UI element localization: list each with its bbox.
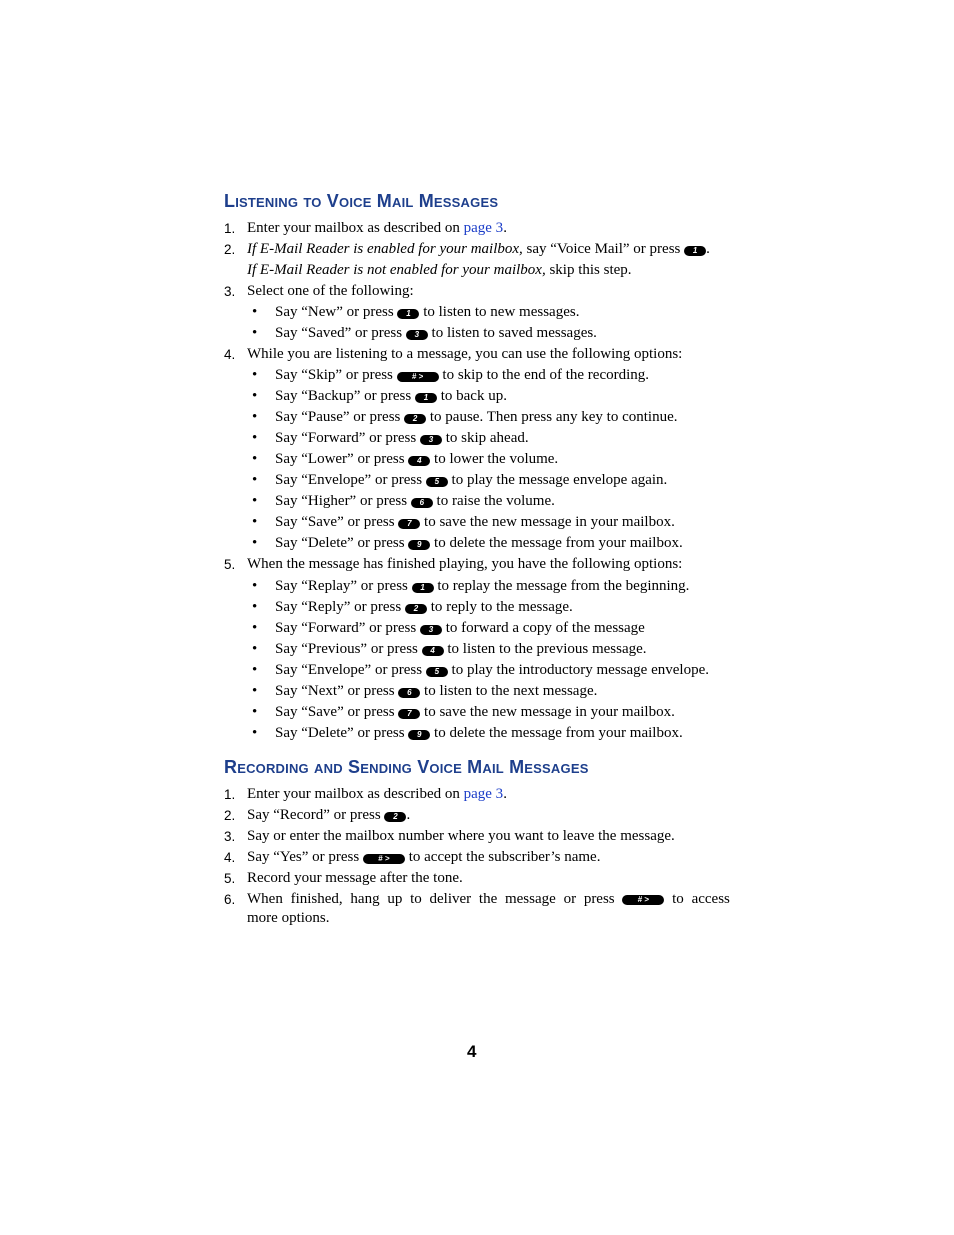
step-number: 5. bbox=[224, 871, 236, 886]
step-number: 1. bbox=[224, 787, 236, 802]
bullet-marker: • bbox=[252, 704, 258, 720]
bullet-item bbox=[275, 450, 558, 469]
bullet-text-pre: Say “Replay” or press bbox=[275, 578, 412, 594]
bullet-marker: • bbox=[252, 451, 258, 467]
step-text-post: . bbox=[503, 786, 507, 802]
bullet-text-post: to back up. bbox=[436, 388, 507, 404]
bullet-text-pre: Say “Skip” or press bbox=[275, 367, 397, 383]
step-text-post: . bbox=[503, 220, 507, 236]
step-number: 2. bbox=[224, 242, 236, 257]
bullet-text-post: to delete the message from your mailbox. bbox=[430, 535, 683, 551]
bullet-text-post: to pause. Then press any key to continue. bbox=[426, 409, 678, 425]
bullet-text-pre: Say “Forward” or press bbox=[275, 620, 420, 636]
justified-word: message bbox=[504, 891, 556, 907]
bullet-text-pre: Say “Save” or press bbox=[275, 704, 399, 720]
step-text-pre: Enter your mailbox as described on bbox=[247, 220, 464, 236]
bullet-item bbox=[275, 303, 579, 322]
step-number: 5. bbox=[224, 557, 236, 572]
bullet-item bbox=[275, 324, 597, 343]
justified-word: hang bbox=[350, 891, 380, 907]
bullet-text-pre: Say “Next” or press bbox=[275, 683, 399, 699]
bullet-item bbox=[275, 598, 573, 617]
keypad-key-icon: 7 bbox=[398, 519, 420, 529]
bullet-text-pre: Say “Envelope” or press bbox=[275, 662, 426, 678]
bullet-marker: • bbox=[252, 641, 258, 657]
bullet-text-post: to listen to new messages. bbox=[419, 304, 580, 320]
page-number: 4 bbox=[467, 1042, 477, 1061]
keypad-key-icon: 5 bbox=[426, 667, 448, 677]
bullet-text-post: to forward a copy of the message bbox=[441, 620, 645, 636]
bullet-marker: • bbox=[252, 514, 258, 530]
keypad-key-icon: 5 bbox=[426, 477, 448, 487]
bullet-marker: • bbox=[252, 493, 258, 509]
step-text-pre: Say “Record” or press bbox=[247, 807, 385, 823]
bullet-text-post: to reply to the message. bbox=[426, 599, 573, 615]
step-text-continuation bbox=[247, 261, 632, 280]
bullet-item bbox=[275, 724, 683, 743]
bullet-text-pre: Say “Lower” or press bbox=[275, 451, 409, 467]
bullet-item bbox=[275, 682, 597, 701]
justified-word: to bbox=[410, 891, 422, 907]
bullet-text-pre: Say “Reply” or press bbox=[275, 599, 405, 615]
bullet-text-pre: Say “Pause” or press bbox=[275, 409, 405, 425]
keypad-key-icon: 7 bbox=[398, 709, 420, 719]
justified-word: to bbox=[672, 891, 684, 907]
bullet-text-post: to skip ahead. bbox=[441, 430, 529, 446]
step-text-pre: Say “Yes” or press bbox=[247, 849, 363, 865]
bullet-marker: • bbox=[252, 535, 258, 551]
pound-key-icon: # > bbox=[363, 854, 405, 864]
pound-key-icon: # > bbox=[397, 372, 439, 382]
justified-word: up bbox=[387, 891, 403, 907]
bullet-item bbox=[275, 429, 529, 448]
bullet-marker: • bbox=[252, 409, 258, 425]
step-text-post: . bbox=[406, 807, 411, 823]
bullet-marker: • bbox=[252, 725, 258, 741]
bullet-item bbox=[275, 366, 649, 385]
bullet-text-post: to save the new message in your mailbox. bbox=[420, 704, 675, 720]
bullet-text-post: to skip to the end of the recording. bbox=[438, 367, 650, 383]
bullet-text-post: to listen to saved messages. bbox=[427, 325, 597, 341]
section-heading-recording: Recording and Sending Voice Mail Messages bbox=[224, 757, 589, 777]
page-3-link[interactable]: page 3 bbox=[463, 220, 504, 236]
keypad-key-icon: 1 bbox=[412, 583, 434, 593]
bullet-marker: • bbox=[252, 367, 258, 383]
bullet-text-pre: Say “Backup” or press bbox=[275, 388, 415, 404]
bullet-marker: • bbox=[252, 683, 258, 699]
step-number: 4. bbox=[224, 347, 236, 362]
bullet-text-pre: Say “Delete” or press bbox=[275, 535, 409, 551]
justified-word: the bbox=[478, 891, 498, 907]
justified-word: When bbox=[247, 891, 283, 907]
bullet-text-post: to listen to the next message. bbox=[420, 683, 598, 699]
bullet-marker: • bbox=[252, 578, 258, 594]
bullet-text-post: to lower the volume. bbox=[430, 451, 559, 467]
bullet-item bbox=[275, 492, 555, 511]
step-text bbox=[247, 785, 507, 804]
bullet-item bbox=[275, 577, 689, 596]
step-text: Select one of the following: bbox=[247, 283, 414, 299]
bullet-text-post: to play the introductory message envelope. bbox=[447, 662, 709, 678]
bullet-text-post: to save the new message in your mailbox. bbox=[420, 514, 675, 530]
step-number: 2. bbox=[224, 808, 236, 823]
step-number: 4. bbox=[224, 850, 236, 865]
section-heading-listening: Listening to Voice Mail Messages bbox=[224, 191, 499, 211]
bullet-text-pre: Say “Delete” or press bbox=[275, 725, 409, 741]
step-text bbox=[247, 219, 507, 238]
step-text-post: skip this step. bbox=[545, 262, 632, 278]
bullet-marker: • bbox=[252, 304, 258, 320]
keypad-key-icon: 6 bbox=[411, 498, 433, 508]
keypad-key-icon: 4 bbox=[422, 646, 444, 656]
bullet-item bbox=[275, 408, 677, 427]
step-text: Say or enter the mailbox number where you want to leave the message. bbox=[247, 828, 675, 844]
step-italic-condition: If E-Mail Reader is not enabled for your mailbox, bbox=[247, 262, 546, 278]
step-number: 3. bbox=[224, 284, 236, 299]
bullet-text-pre: Say “Previous” or press bbox=[275, 641, 422, 657]
keypad-key-icon: 2 bbox=[405, 604, 427, 614]
pound-key-icon: # > bbox=[622, 895, 664, 905]
bullet-item bbox=[275, 387, 507, 406]
bullet-marker: • bbox=[252, 599, 258, 615]
step-text-post: to accept the subscriber’s name. bbox=[404, 849, 601, 865]
bullet-text-post: to listen to the previous message. bbox=[443, 641, 647, 657]
keypad-key-icon: 6 bbox=[398, 688, 420, 698]
bullet-text-post: to delete the message from your mailbox. bbox=[430, 725, 683, 741]
step-text-pre: Enter your mailbox as described on bbox=[247, 786, 464, 802]
bullet-item bbox=[275, 640, 647, 659]
bullet-item bbox=[275, 703, 675, 722]
bullet-text-pre: Say “New” or press bbox=[275, 304, 398, 320]
page-3-link[interactable]: page 3 bbox=[463, 786, 504, 802]
keypad-key-icon: 3 bbox=[420, 625, 442, 635]
bullet-text-pre: Say “Save” or press bbox=[275, 514, 399, 530]
step-number: 6. bbox=[224, 892, 236, 907]
keypad-key-icon: 3 bbox=[420, 435, 442, 445]
step-number: 1. bbox=[224, 221, 236, 236]
justified-word: or bbox=[563, 891, 577, 907]
keypad-key-icon: 2 bbox=[404, 414, 426, 424]
bullet-item bbox=[275, 534, 683, 553]
keypad-key-icon: 3 bbox=[406, 330, 428, 340]
step-text bbox=[247, 848, 600, 867]
bullet-marker: • bbox=[252, 388, 258, 404]
bullet-item bbox=[275, 661, 709, 680]
keypad-key-icon: 9 bbox=[408, 730, 430, 740]
keypad-key-icon: 9 bbox=[408, 540, 430, 550]
bullet-text-post: to play the message envelope again. bbox=[447, 472, 668, 488]
justified-word: finished, bbox=[290, 891, 343, 907]
step-text: Record your message after the tone. bbox=[247, 870, 463, 886]
step-text-continuation: more options. bbox=[247, 910, 330, 926]
keypad-key-icon: 1 bbox=[397, 309, 419, 319]
bullet-marker: • bbox=[252, 325, 258, 341]
bullet-item bbox=[275, 471, 667, 490]
step-text-end: . bbox=[706, 241, 710, 257]
step-text-justified bbox=[247, 890, 730, 909]
bullet-text-pre: Say “Forward” or press bbox=[275, 430, 420, 446]
step-text: When the message has finished playing, you have the following options: bbox=[247, 556, 683, 572]
bullet-text-pre: Say “Saved” or press bbox=[275, 325, 406, 341]
keypad-key-icon: 1 bbox=[415, 393, 437, 403]
keypad-key-icon: 2 bbox=[384, 812, 406, 822]
keypad-key-icon: 1 bbox=[684, 246, 706, 256]
bullet-marker: • bbox=[252, 620, 258, 636]
step-number: 3. bbox=[224, 829, 236, 844]
justified-word: deliver bbox=[429, 891, 472, 907]
bullet-text-post: to raise the volume. bbox=[432, 493, 555, 509]
step-text: While you are listening to a message, you can use the following options: bbox=[247, 346, 683, 362]
step-italic-condition: If E-Mail Reader is enabled for your mailbox, bbox=[247, 241, 523, 257]
step-text-mid: say “Voice Mail” or press bbox=[522, 241, 685, 257]
bullet-text-post: to replay the message from the beginning. bbox=[433, 578, 690, 594]
keypad-key-icon: 4 bbox=[408, 456, 430, 466]
step-text bbox=[247, 806, 410, 825]
justified-word: press bbox=[583, 891, 615, 907]
justified-word: access bbox=[691, 891, 730, 907]
bullet-item bbox=[275, 513, 675, 532]
bullet-text-pre: Say “Envelope” or press bbox=[275, 472, 426, 488]
bullet-text-pre: Say “Higher” or press bbox=[275, 493, 411, 509]
bullet-marker: • bbox=[252, 430, 258, 446]
bullet-marker: • bbox=[252, 472, 258, 488]
bullet-item bbox=[275, 619, 645, 638]
step-text bbox=[247, 240, 710, 259]
bullet-marker: • bbox=[252, 662, 258, 678]
